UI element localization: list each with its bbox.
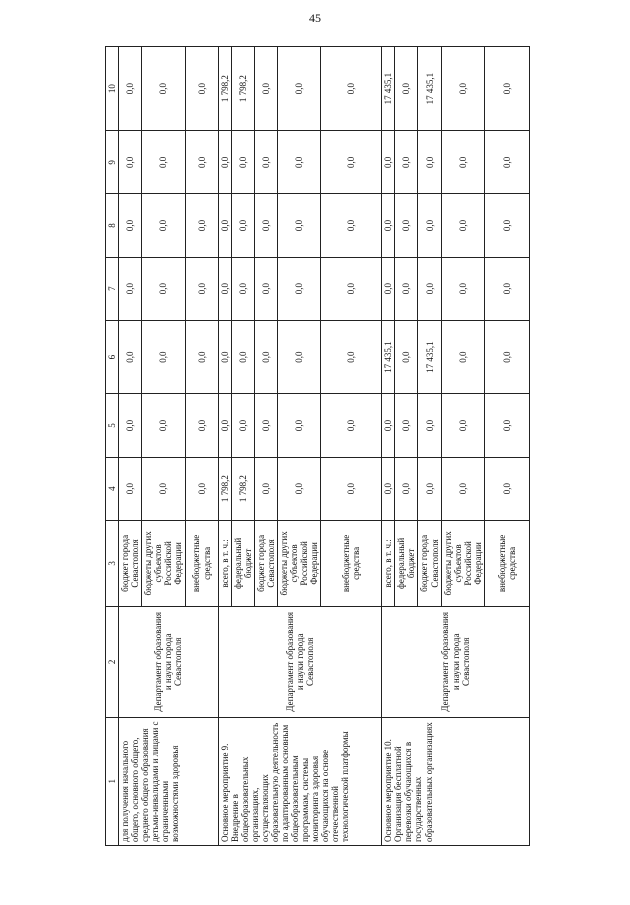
value-cell: 0,0 [277,47,320,131]
value-cell: 1 798,2 [218,47,231,131]
value-cell: 0,0 [254,394,277,457]
value-cell: 0,0 [185,457,218,520]
funding-source-cell: бюджеты других субъектов Российской Федерации [142,520,185,606]
value-cell: 0,0 [395,257,418,320]
funding-source-cell: внебюджетные средства [321,520,382,606]
value-cell: 0,0 [484,47,529,131]
value-cell: 0,0 [254,457,277,520]
value-cell: 0,0 [185,320,218,394]
value-cell: 0,0 [119,320,142,394]
value-cell: 0,0 [277,257,320,320]
value-cell: 0,0 [254,320,277,394]
value-cell: 0,0 [185,257,218,320]
value-cell: 0,0 [395,457,418,520]
value-cell: 0,0 [277,194,320,257]
value-cell: 0,0 [119,394,142,457]
table-row [119,47,142,846]
header-cell: 10 [106,47,119,131]
value-cell: 0,0 [185,194,218,257]
value-cell: 0,0 [254,257,277,320]
value-cell: 0,0 [395,320,418,394]
header-cell: 2 [106,607,119,718]
value-cell: 0,0 [277,457,320,520]
activity-cell: Основное мероприятие 10. Организация бесплатной перевозки обучающихся в государственных образовательных организациях [382,717,530,845]
value-cell: 0,0 [218,131,231,194]
value-cell: 0,0 [254,194,277,257]
funding-source-cell: внебюджетные средства [484,520,529,606]
value-cell: 0,0 [395,47,418,131]
value-cell: 0,0 [231,394,254,457]
value-cell: 0,0 [277,320,320,394]
funding-source-cell: всего, в т. ч.: [218,520,231,606]
value-cell: 17 435,1 [382,47,395,131]
value-cell: 0,0 [231,131,254,194]
value-cell: 0,0 [218,257,231,320]
value-cell: 0,0 [218,320,231,394]
table-row [218,47,231,846]
value-cell: 0,0 [441,194,484,257]
value-cell: 0,0 [142,47,185,131]
value-cell: 0,0 [321,257,382,320]
value-cell: 0,0 [382,194,395,257]
value-cell: 0,0 [484,457,529,520]
value-cell: 0,0 [119,257,142,320]
value-cell: 1 798,2 [218,457,231,520]
value-cell: 0,0 [218,194,231,257]
value-cell: 0,0 [142,257,185,320]
activity-cell: для получения начального общего, основного общего, среднего общего образования детьми-инвалидами и лицами с ограниченными возможностями здоровья [119,717,218,845]
activity-cell: Основное мероприятие 9. Внедрение в общеобразовательных организациях, осуществляющих образовательную деятельность по адаптированным основным общеобразовательным программам, системы мониторинга здоровья обучающихся на основе отечественной технологической платформы [218,717,382,845]
value-cell: 0,0 [277,394,320,457]
value-cell: 0,0 [418,457,441,520]
header-cell: 6 [106,320,119,394]
value-cell: 0,0 [418,394,441,457]
executor-cell: Департамент образования и науки города Севастополя [119,607,218,718]
value-cell: 0,0 [382,131,395,194]
value-cell: 0,0 [441,47,484,131]
page-number: 45 [309,11,321,25]
value-cell: 0,0 [441,257,484,320]
value-cell: 1 798,2 [231,457,254,520]
value-cell: 0,0 [321,394,382,457]
value-cell: 0,0 [418,131,441,194]
value-cell: 0,0 [395,394,418,457]
value-cell: 0,0 [142,194,185,257]
value-cell: 0,0 [119,194,142,257]
funding-source-cell: федеральный бюджет [231,520,254,606]
value-cell: 0,0 [185,47,218,131]
value-cell: 0,0 [321,320,382,394]
value-cell: 0,0 [185,394,218,457]
value-cell: 0,0 [484,257,529,320]
value-cell: 17 435,1 [418,47,441,131]
executor-cell: Департамент образования и науки города Севастополя [218,607,382,718]
header-cell: 4 [106,457,119,520]
value-cell: 0,0 [395,131,418,194]
value-cell: 0,0 [382,457,395,520]
header-cell: 5 [106,394,119,457]
value-cell: 0,0 [321,457,382,520]
funding-source-cell: федеральный бюджет [395,520,418,606]
value-cell: 0,0 [484,131,529,194]
value-cell: 0,0 [142,320,185,394]
table-rotated-container [105,46,517,846]
funding-source-cell: внебюджетные средства [185,520,218,606]
value-cell: 0,0 [119,457,142,520]
value-cell: 0,0 [321,194,382,257]
value-cell: 0,0 [119,131,142,194]
value-cell: 0,0 [441,320,484,394]
value-cell: 0,0 [441,131,484,194]
value-cell: 0,0 [254,47,277,131]
value-cell: 0,0 [185,131,218,194]
value-cell: 0,0 [484,394,529,457]
funding-source-cell: бюджет города Севастополя [418,520,441,606]
budget-table [105,46,530,846]
funding-source-cell: бюджеты других субъектов Российской Федерации [277,520,320,606]
funding-source-cell: всего, в т. ч.: [382,520,395,606]
executor-cell: Департамент образования и науки города Севастополя [382,607,530,718]
value-cell: 0,0 [382,257,395,320]
value-cell: 0,0 [418,194,441,257]
header-cell: 1 [106,717,119,845]
funding-source-cell: бюджет города Севастополя [119,520,142,606]
value-cell: 17 435,1 [418,320,441,394]
header-row [106,47,119,846]
value-cell: 0,0 [441,394,484,457]
funding-source-cell: бюджеты других субъектов Российской Федерации [441,520,484,606]
value-cell: 0,0 [231,320,254,394]
table-row [382,47,395,846]
value-cell: 0,0 [418,257,441,320]
value-cell: 0,0 [119,47,142,131]
value-cell: 0,0 [382,394,395,457]
value-cell: 0,0 [218,394,231,457]
value-cell: 0,0 [484,194,529,257]
value-cell: 0,0 [395,194,418,257]
value-cell: 0,0 [231,257,254,320]
table-body [119,47,530,846]
value-cell: 0,0 [142,131,185,194]
value-cell: 17 435,1 [382,320,395,394]
header-cell: 7 [106,257,119,320]
value-cell: 0,0 [321,47,382,131]
header-cell: 3 [106,520,119,606]
value-cell: 0,0 [277,131,320,194]
value-cell: 0,0 [142,394,185,457]
value-cell: 0,0 [441,457,484,520]
value-cell: 0,0 [321,131,382,194]
header-cell: 9 [106,131,119,194]
header-cell: 8 [106,194,119,257]
value-cell: 0,0 [254,131,277,194]
value-cell: 0,0 [231,194,254,257]
value-cell: 1 798,2 [231,47,254,131]
funding-source-cell: бюджет города Севастополя [254,520,277,606]
value-cell: 0,0 [142,457,185,520]
value-cell: 0,0 [484,320,529,394]
